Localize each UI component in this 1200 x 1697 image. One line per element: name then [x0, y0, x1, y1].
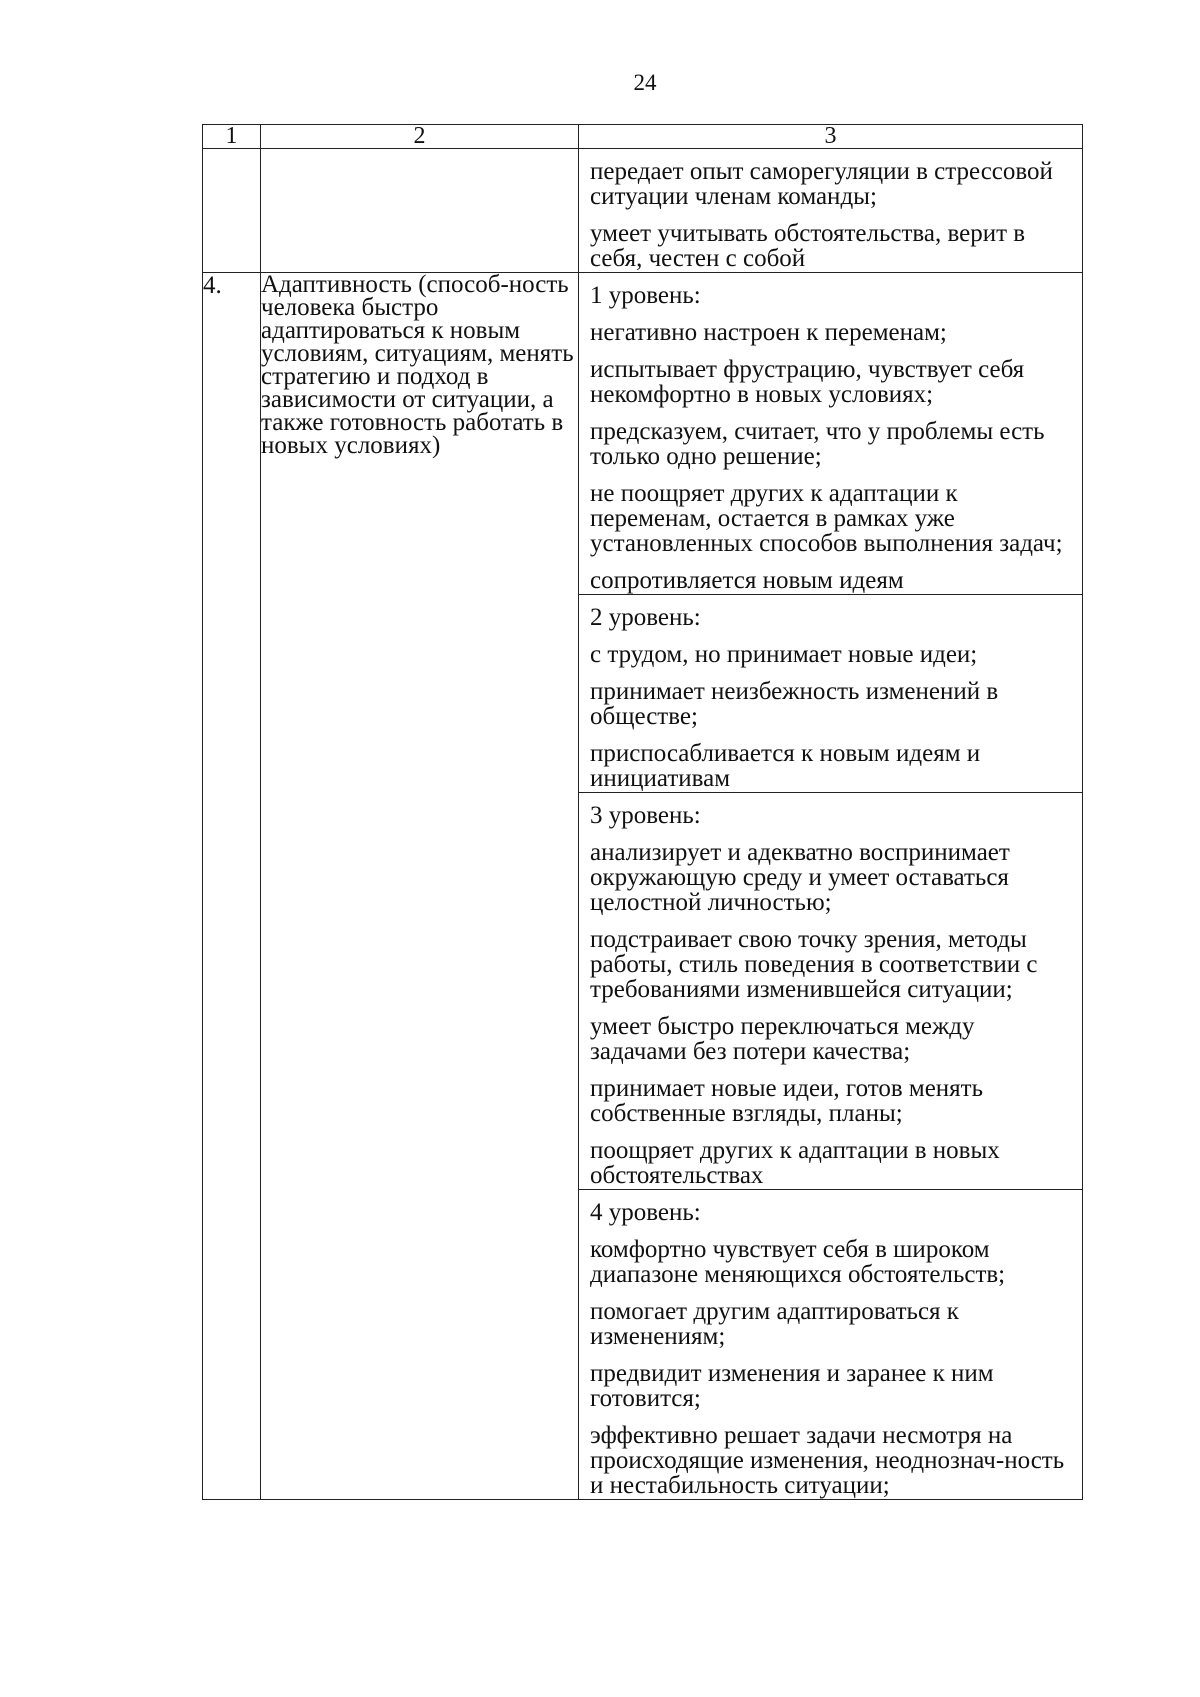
level-title: 4 уровень: [590, 1199, 701, 1226]
continuation-cell [579, 149, 1083, 273]
list-item: предвидит изменения и заранее к ним готовится; [590, 1360, 994, 1412]
level-title: 1 уровень: [590, 282, 701, 309]
header-col-1: 1 [203, 125, 261, 149]
table-row-adaptivity-level-1 [203, 273, 1083, 595]
header-col-2: 2 [261, 125, 579, 149]
list-item: принимает неизбежность изменений в обществе; [590, 678, 999, 730]
list-item: передает опыт саморегуляции в стрессовой ситуации членам команды; [590, 158, 1053, 210]
row-number: 4. [203, 273, 261, 1500]
level-1-cell [579, 273, 1083, 595]
list-item: предсказуем, считает, что у проблемы есть только одно решение; [590, 418, 1045, 470]
list-item: сопротивляется новым идеям [590, 567, 904, 594]
list-item: приспосабливается к новым идеям и инициативам [590, 740, 981, 792]
list-item: не поощряет других к адаптации к переменам, остается в рамках уже установленных способов выполнения задач; [590, 480, 1063, 557]
empty-number-cell [203, 149, 261, 273]
list-item: анализирует и адекватно воспринимает окружающую среду и умеет оставаться целостной личностью; [590, 839, 1010, 916]
list-item: испытывает фрустрацию, чувствует себя некомфортно в новых условиях; [590, 356, 1025, 408]
list-item: комфортно чувствует себя в широком диапазоне меняющихся обстоятельств; [590, 1236, 1006, 1288]
list-item: подстраивает свою точку зрения, методы работы, стиль поведения в соответствии с требованиями изменившейся ситуации; [590, 926, 1038, 1003]
table-row-continuation [203, 149, 1083, 273]
list-item: принимает новые идеи, готов менять собственные взгляды, планы; [590, 1075, 984, 1127]
empty-name-cell [261, 149, 579, 273]
level-4-cell [579, 1190, 1083, 1500]
competency-name: Адаптивность (способ-ность человека быстро адаптироваться к новым условиям, ситуациям, менять стратегию и подход в зависимости от ситуации, а также готовность работать в новых условиях) [261, 273, 579, 1500]
level-3-cell [579, 793, 1083, 1190]
list-item: поощряет других к адаптации в новых обстоятельствах [590, 1137, 1000, 1189]
table-header-row [203, 125, 1083, 149]
page-number: 24 [633, 70, 657, 95]
competency-table [202, 124, 1083, 1500]
list-item: помогает другим адаптироваться к изменениям; [590, 1298, 959, 1350]
list-item: эффективно решает задачи несмотря на происходящие изменения, неоднознач-ность и нестабильность ситуации; [590, 1422, 1065, 1499]
level-2-cell [579, 595, 1083, 793]
list-item: с трудом, но принимает новые идеи; [590, 641, 978, 668]
level-title: 3 уровень: [590, 802, 701, 829]
list-item: умеет быстро переключаться между задачами без потери качества; [590, 1013, 975, 1065]
header-col-3: 3 [579, 125, 1083, 149]
list-item: умеет учитывать обстоятельства, верит в себя, честен с собой [590, 220, 1026, 272]
list-item: негативно настроен к переменам; [590, 319, 947, 346]
level-title: 2 уровень: [590, 604, 701, 631]
